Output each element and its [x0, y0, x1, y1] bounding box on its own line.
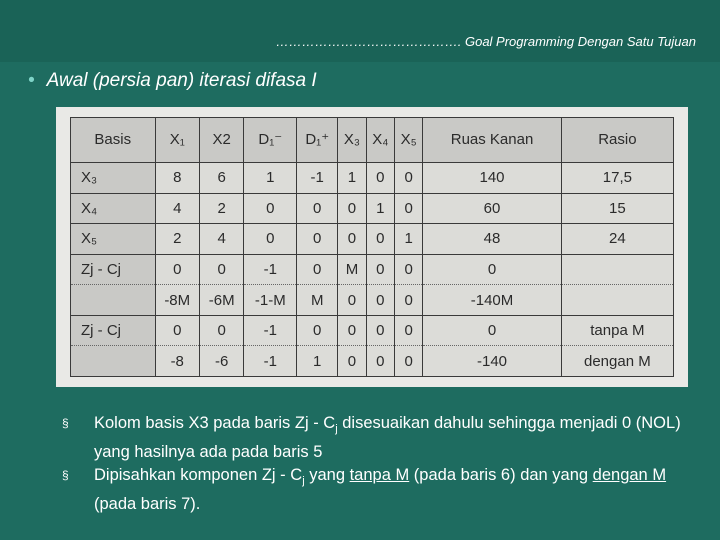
table-cell: 0: [338, 285, 366, 316]
bullet-text: (pada baris 6) dan yang: [409, 466, 593, 484]
table-row: [71, 315, 674, 346]
table-row: [71, 224, 674, 255]
table-cell: 0: [366, 224, 394, 255]
table-cell: 0: [338, 224, 366, 255]
bullet-text: Kolom basis X3 pada baris Zj - C: [94, 414, 336, 432]
table-cell: -1: [244, 315, 297, 346]
table-cell: 0: [199, 254, 243, 285]
table-cell: -140: [423, 346, 561, 377]
table-cell: -8M: [155, 285, 199, 316]
table-cell: 0: [155, 315, 199, 346]
table-cell: 4: [199, 224, 243, 255]
table-cell: 0: [366, 315, 394, 346]
bullet-text: yang: [304, 466, 350, 484]
table-cell: 60: [423, 193, 561, 224]
header-d1-plus: D₁⁺: [297, 118, 338, 163]
table-cell: [71, 346, 156, 377]
header-basis: Basis: [71, 118, 156, 163]
subscript-j: j: [302, 475, 305, 487]
header-d1-minus: D₁⁻: [244, 118, 297, 163]
bullet-item: [62, 412, 702, 464]
table-cell: 6: [199, 163, 243, 194]
bullet-item: [62, 464, 702, 516]
table-row: [71, 285, 674, 316]
table-cell: [71, 285, 156, 316]
slide-title: [28, 70, 317, 92]
bullet-list: [62, 412, 702, 516]
table-cell: 0: [338, 315, 366, 346]
table-cell: 140: [423, 163, 561, 194]
bullet-text: (pada baris 7).: [94, 495, 201, 513]
table-cell: 1: [338, 163, 366, 194]
table-cell: 1: [297, 346, 338, 377]
table-cell: 0: [297, 224, 338, 255]
slide-title-text: Awal (persia pan) iterasi difasa I: [46, 70, 317, 91]
table-cell: [561, 254, 673, 285]
table-row: [71, 163, 674, 194]
table-cell: 2: [155, 224, 199, 255]
header-rasio: Rasio: [561, 118, 673, 163]
table-cell: 0: [395, 254, 423, 285]
table-cell: 1: [395, 224, 423, 255]
table-cell: 0: [338, 346, 366, 377]
table-cell: 24: [561, 224, 673, 255]
table-cell: Zj - Cj: [71, 254, 156, 285]
table-cell: 0: [395, 346, 423, 377]
table-cell: 0: [366, 285, 394, 316]
table-row: [71, 346, 674, 377]
header-x4: X₄: [366, 118, 394, 163]
header-x2: X2: [199, 118, 243, 163]
table-cell: 15: [561, 193, 673, 224]
table-cell: -8: [155, 346, 199, 377]
table-row: [71, 193, 674, 224]
table-cell: 0: [338, 193, 366, 224]
table-cell: 0: [199, 315, 243, 346]
table-cell: -1: [297, 163, 338, 194]
table-cell: 1: [244, 163, 297, 194]
table-cell: tanpa M: [561, 315, 673, 346]
bullet-text: Dipisahkan komponen Zj - C: [94, 466, 303, 484]
table-row: [71, 254, 674, 285]
table-cell: 48: [423, 224, 561, 255]
table-cell: 0: [244, 193, 297, 224]
table-cell: 0: [366, 346, 394, 377]
table-cell: 2: [199, 193, 243, 224]
square-bullet-icon: §: [62, 416, 69, 430]
table-cell: 0: [244, 224, 297, 255]
underlined-text: tanpa M: [349, 466, 410, 484]
bullet-text: disesuaikan dahulu sehingga menjadi 0 (NOL) yang hasilnya ada pada baris 5: [94, 414, 681, 461]
header-x5: X₅: [395, 118, 423, 163]
table-cell: 0: [395, 193, 423, 224]
table-cell: 0: [423, 254, 561, 285]
table-cell: -140M: [423, 285, 561, 316]
simplex-table: [70, 117, 674, 377]
header-title: ……………………………………. Goal Programming Dengan Satu Tujuan: [275, 34, 696, 49]
bullet-dot-icon: •: [28, 70, 35, 91]
header-ruas-kanan: Ruas Kanan: [423, 118, 561, 163]
table-cell: 0: [395, 163, 423, 194]
table-header-row: [71, 118, 674, 163]
table-cell: 1: [366, 193, 394, 224]
table-cell: M: [297, 285, 338, 316]
table-cell: -6M: [199, 285, 243, 316]
table-cell: 0: [297, 254, 338, 285]
square-bullet-icon: §: [62, 468, 69, 482]
scanned-table-image: [56, 107, 688, 387]
table-cell: 0: [395, 315, 423, 346]
table-cell: 0: [366, 254, 394, 285]
table-cell: 0: [423, 315, 561, 346]
table-cell: X₄: [71, 193, 156, 224]
header-bar: [0, 0, 720, 62]
header-x1: X₁: [155, 118, 199, 163]
table-cell: 0: [395, 285, 423, 316]
table-cell: 17,5: [561, 163, 673, 194]
subscript-j: j: [335, 423, 338, 435]
table-cell: -1-M: [244, 285, 297, 316]
table-cell: 4: [155, 193, 199, 224]
table-cell: 8: [155, 163, 199, 194]
table-cell: 0: [297, 193, 338, 224]
table-cell: -1: [244, 346, 297, 377]
table-cell: X₅: [71, 224, 156, 255]
table-cell: 0: [297, 315, 338, 346]
table-cell: -6: [199, 346, 243, 377]
underlined-text: dengan M: [592, 466, 667, 484]
table-cell: Zj - Cj: [71, 315, 156, 346]
table-cell: X₃: [71, 163, 156, 194]
header-x3: X₃: [338, 118, 366, 163]
table-cell: M: [338, 254, 366, 285]
table-cell: 0: [155, 254, 199, 285]
table-cell: [561, 285, 673, 316]
table-cell: dengan M: [561, 346, 673, 377]
table-cell: -1: [244, 254, 297, 285]
table-cell: 0: [366, 163, 394, 194]
